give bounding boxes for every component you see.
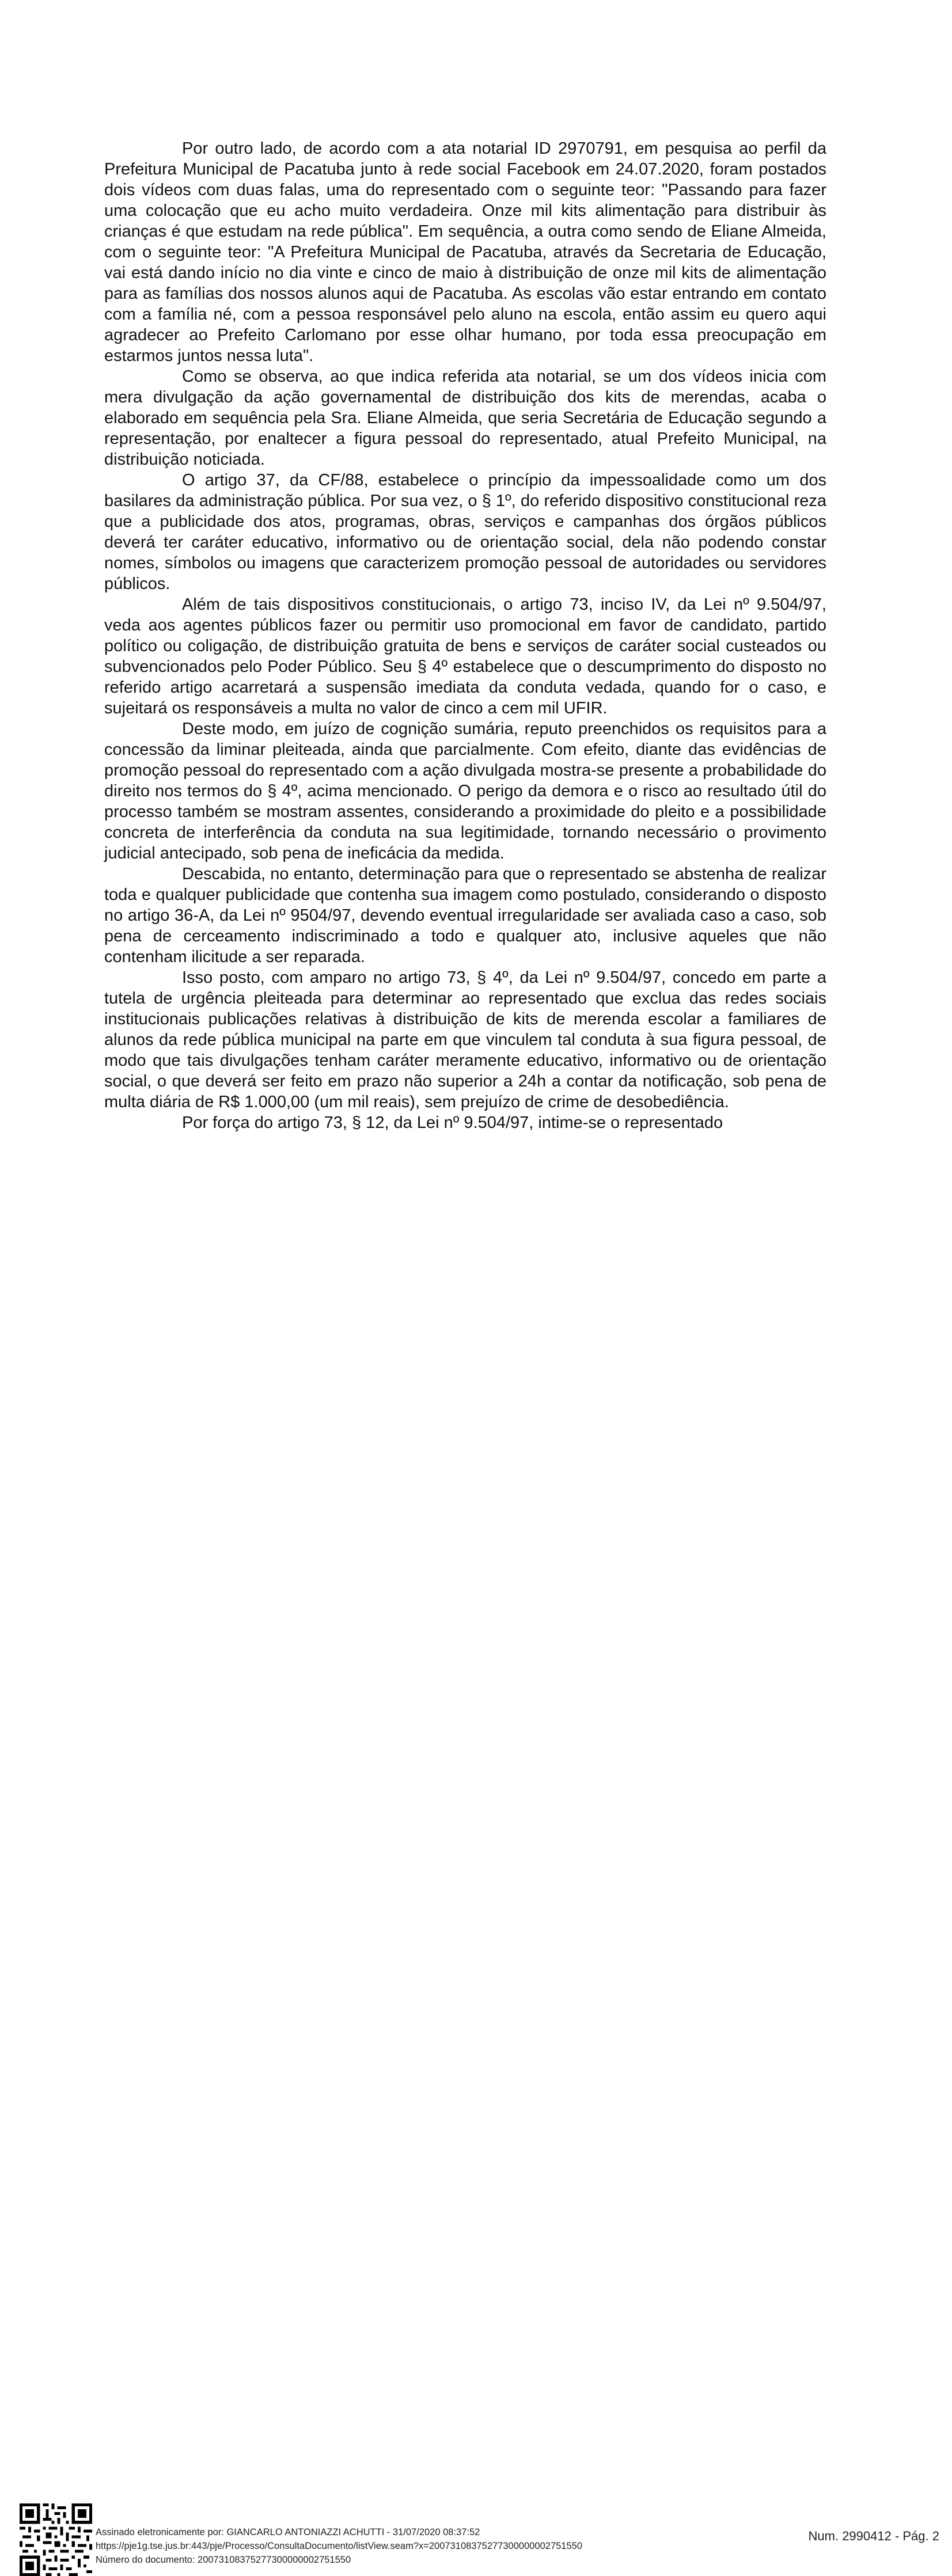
qr-code-icon	[20, 2503, 92, 2576]
document-number-line: Número do documento: 20073108375277300000002751550	[96, 2555, 351, 2565]
paragraph-8: Por força do artigo 73, § 12, da Lei nº 9.504/97, intime-se o representado	[182, 1114, 723, 1132]
paragraph-7: Isso posto, com amparo no artigo 73, § 4º, da Lei nº 9.504/97, concedo em parte a tutela de urgência pleiteada para determinar ao representado que exclua das redes sociais institucionais publicações relativas à distribuição de kits de merenda escolar a familiares de alunos da rede pública municipal na parte em que vinculem tal conduta à sua figura pessoal, de modo que tais divulgações tenham caráter meramente educativo, informativo ou de orientação social, o que deverá ser feito em prazo não superior a 24h a contar da notificação, sob pena de multa diária de R$ 1.000,00 (um mil reais), sem prejuízo de crime de desobediência.	[104, 968, 826, 1111]
document-url-link[interactable]: https://pje1g.tse.jus.br:443/pje/Processo/ConsultaDocumento/listView.seam?x=20073108375277300000002751550	[96, 2541, 583, 2551]
paragraph-6: Descabida, no entanto, determinação para que o representado se abstenha de realizar toda e qualquer publicidade que contenha sua imagem como postulado, considerando o disposto no artigo 36-A, da Lei nº 9504/97, devendo eventual irregularidade ser avaliada caso a caso, sob pena de cerceamento indiscriminado a todo e qualquer ato, inclusive aqueles que não contenham ilicitude a ser reparada.	[104, 865, 826, 966]
paragraph-3: O artigo 37, da CF/88, estabelece o princípio da impessoalidade como um dos basilares da administração pública. Por sua vez, o § 1º, do referido dispositivo constitucional reza que a publicidade dos atos, programas, obras, serviços e campanhas dos órgãos públicos deverá ter caráter educativo, informativo ou de orientação social, dela não podendo constar nomes, símbolos ou imagens que caracterizem promoção pessoal de autoridades ou servidores públicos.	[104, 471, 826, 593]
document-body	[104, 138, 826, 1133]
paragraph-1: Por outro lado, de acordo com a ata notarial ID 2970791, em pesquisa ao perfil da Prefeitura Municipal de Pacatuba junto à rede social Facebook em 24.07.2020, foram postados dois vídeos com duas falas, uma do representado com o seguinte teor: "Passando para fazer uma colocação que eu acho muito verdadeira. Onze mil kits alimentação para distribuir às crianças é que estudam na rede pública". Em sequência, a outra como sendo de Eliane Almeida, com o seguinte teor: "A Prefeitura Municipal de Pacatuba, através da Secretaria de Educação, vai está dando início no dia vinte e cinco de maio à distribuição de onze mil kits de alimentação para as famílias dos nossos alunos aqui de Pacatuba. As escolas vão estar entrando em contato com a família né, com a pessoa responsável pelo aluno na escola, então assim eu quero aqui agradecer ao Prefeito Carlomano por esse olhar humano, por toda essa preocupação em estarmos juntos nessa luta".	[104, 139, 826, 365]
signed-by-line: Assinado eletronicamente por: GIANCARLO ANTONIAZZI ACHUTTI - 31/07/2020 08:37:52	[96, 2527, 480, 2537]
signature-footer	[0, 1249, 952, 2565]
paragraph-4: Além de tais dispositivos constitucionais, o artigo 73, inciso IV, da Lei nº 9.504/97, veda aos agentes públicos fazer ou permitir uso promocional em favor de candidato, partido político ou coligação, de distribuição gratuita de bens e serviços de caráter social custeados ou subvencionados pelo Poder Público. Seu § 4º estabelece que o descumprimento do disposto no referido artigo acarretará a suspensão imediata da conduta vedada, quando for o caso, e sujeitará os responsáveis a multa no valor de cinco a cem mil UFIR.	[104, 595, 826, 717]
footer-signature-info	[96, 2525, 582, 2567]
paragraph-2: Como se observa, ao que indica referida ata notarial, se um dos vídeos inicia com mera divulgação da ação governamental de distribuição dos kits de merendas, acaba o elaborado em sequência pela Sra. Eliane Almeida, que seria Secretária de Educação segundo a representação, por enaltecer a figura pessoal do representado, atual Prefeito Municipal, na distribuição noticiada.	[104, 367, 826, 469]
paragraph-5: Deste modo, em juízo de cognição sumária, reputo preenchidos os requisitos para a concessão da liminar pleiteada, ainda que parcialmente. Com efeito, diante das evidências de promoção pessoal do representado com a ação divulgada mostra-se presente a probabilidade do direito nos termos do § 4º, acima mencionado. O perigo da demora e o risco ao resultado útil do processo também se mostram assentes, considerando a proximidade do pleito e a possibilidade concreta de interferência da conduta na sua legitimidade, tornando necessário o provimento judicial antecipado, sob pena de ineficácia da medida.	[104, 720, 826, 863]
page-number: Num. 2990412 - Pág. 2	[808, 2529, 939, 2543]
